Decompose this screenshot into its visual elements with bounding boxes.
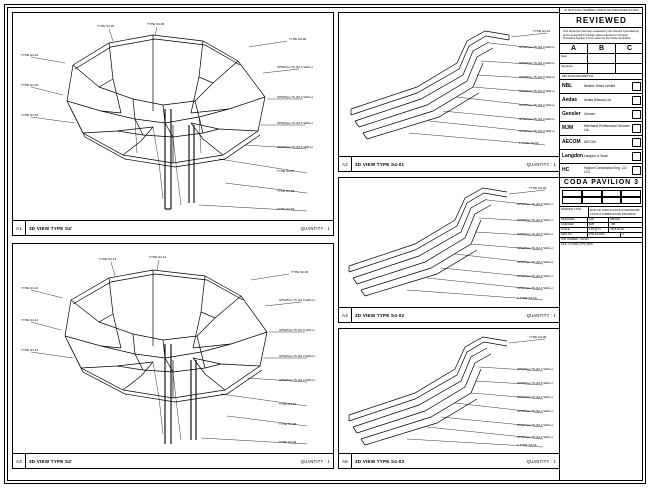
consultant-row-meinhardt xyxy=(560,122,643,136)
svg-text:SHS/Pipe 76 (42.4 WALL): SHS/Pipe 76 (42.4 WALL) xyxy=(519,129,555,133)
svg-text:SHS/Pipe 76 (42.4 WALL): SHS/Pipe 76 (42.4 WALL) xyxy=(279,328,315,332)
consultant-row-aedas xyxy=(560,94,643,108)
svg-text:TYPE S4-02: TYPE S4-02 xyxy=(21,83,39,87)
svg-text:SHS/Pipe 76 (42.4 WALL): SHS/Pipe 76 (42.4 WALL) xyxy=(279,378,315,382)
field-key: DESIGNED xyxy=(560,218,588,222)
review-date-b xyxy=(588,54,616,63)
field-key: SCALE xyxy=(560,228,588,232)
key-plan-cell xyxy=(562,197,582,204)
key-plan-cell xyxy=(582,190,602,197)
svg-text:SHS/Pipe 76 (42.4 WALL): SHS/Pipe 76 (42.4 WALL) xyxy=(277,145,313,149)
svg-text:SHS/Pipe 76 (42.4 WALL): SHS/Pipe 76 (42.4 WALL) xyxy=(517,423,553,427)
svg-text:SHS/Pipe 76 (42.4 WALL): SHS/Pipe 76 (42.4 WALL) xyxy=(517,202,553,206)
langdon-logo-icon: Langdon xyxy=(562,153,584,160)
svg-text:SHS/Pipe 76 (42.4 WALL): SHS/Pipe 76 (42.4 WALL) xyxy=(517,409,553,413)
svg-text:SHS/Pipe 76 (42.4 WALL): SHS/Pipe 76 (42.4 WALL) xyxy=(519,75,555,79)
key-plan xyxy=(560,188,643,207)
panel-quantity: QUANTITY : 1 xyxy=(300,458,330,464)
svg-text:TYPE S4-12: TYPE S4-12 xyxy=(21,348,39,352)
review-signature-c xyxy=(616,64,643,73)
svg-text:TYPE S4-07: TYPE S4-07 xyxy=(277,169,295,173)
drawing-title-value: RUN-OF CIRCULATION FORMWORK LAYOUT FABRICATION DRAWING xyxy=(590,207,640,216)
svg-text:TYPE S4-07: TYPE S4-07 xyxy=(279,402,297,406)
consultant-checkbox[interactable] xyxy=(632,166,641,175)
panel-title: 3D VIEW TYPE S4-02 xyxy=(355,312,405,318)
svg-text:SHS/Pipe 76 (42.4 WALL): SHS/Pipe 76 (42.4 WALL) xyxy=(277,121,313,125)
svg-text:SHS/Pipe 76 (42.4 WALL): SHS/Pipe 76 (42.4 WALL) xyxy=(519,89,555,93)
review-signature-row xyxy=(560,64,643,74)
meinhardt-logo-icon: MJM xyxy=(562,125,574,132)
svg-text:L TYPE S4-02: L TYPE S4-02 xyxy=(519,141,539,145)
svg-text:SHS/Pipe 76 (42.4 WALL): SHS/Pipe 76 (42.4 WALL) xyxy=(519,45,555,49)
job-number-note: JOB NUMBER : 012345 xyxy=(561,238,589,242)
field-value: JKB xyxy=(610,223,616,227)
svg-text:TYPE S4-14: TYPE S4-14 xyxy=(149,255,167,259)
review-date-label: Date : xyxy=(560,54,588,63)
svg-text:SHS/Pipe 76 (42.4 WALL): SHS/Pipe 76 (42.4 WALL) xyxy=(279,298,315,302)
field-value: CAD xyxy=(588,218,610,222)
svg-text:SHS/Pipe 76 (42.4 WALL): SHS/Pipe 76 (42.4 WALL) xyxy=(517,232,553,236)
gensler-logo-icon: Gensler xyxy=(562,111,581,118)
key-plan-cell xyxy=(602,197,622,204)
svg-text:L TYPE S4-04: L TYPE S4-04 xyxy=(517,296,537,300)
consultant-checkbox[interactable] xyxy=(632,152,641,161)
svg-text:SHS/Pipe 76 (42.4 WALL): SHS/Pipe 76 (42.4 WALL) xyxy=(517,274,553,278)
svg-text:TYPE S4-05: TYPE S4-05 xyxy=(529,335,547,339)
field-key: DWG NO xyxy=(560,233,588,237)
svg-text:TYPE S4-08: TYPE S4-08 xyxy=(279,422,297,426)
review-column-b: B xyxy=(588,44,616,53)
consultant-name: Meinhardt Professional Services Ltd. xyxy=(584,124,630,133)
svg-text:TYPE S4-09: TYPE S4-09 xyxy=(279,440,297,444)
svg-text:TYPE S4-06: TYPE S4-06 xyxy=(289,37,307,41)
panel-quantity: QUANTITY : 1 xyxy=(300,225,330,231)
svg-text:TYPE S4-04: TYPE S4-04 xyxy=(97,24,115,28)
panel-caption xyxy=(13,220,333,235)
reviewed-stamp-heading: REVIEWED xyxy=(560,14,643,28)
title-block xyxy=(559,7,643,481)
title-block-top-note: IF NOT FULL SCREEN, PRINT AS INDICATED IN STD xyxy=(560,7,643,14)
svg-text:SHS/Pipe 76 (42.4 WALL): SHS/Pipe 76 (42.4 WALL) xyxy=(519,61,555,65)
key-plan-cell xyxy=(582,197,602,204)
svg-text:TYPE S4-13: TYPE S4-13 xyxy=(99,257,117,261)
panel-caption xyxy=(339,307,559,322)
svg-text:TYPE S4-10: TYPE S4-10 xyxy=(21,286,39,290)
contractor-logo-icon: HC xyxy=(562,167,570,174)
svg-text:SHS/Pipe 76 (42.4 WALL): SHS/Pipe 76 (42.4 WALL) xyxy=(517,246,553,250)
drawing-title-row xyxy=(560,207,643,218)
panel-mark: A3 xyxy=(13,454,26,468)
key-plan-cell xyxy=(562,190,582,197)
svg-text:TYPE S4-03: TYPE S4-03 xyxy=(529,186,547,190)
panel-3d-view-bottom-left[interactable] xyxy=(12,243,334,469)
key-plan-cell xyxy=(602,190,622,197)
consultant-name: Haiylon Construction Eng. CO. LTD. xyxy=(584,166,628,175)
review-date-c xyxy=(616,54,643,63)
panel-caption xyxy=(339,156,559,171)
svg-text:SHS/Pipe 76 (42.4 WALL): SHS/Pipe 76 (42.4 WALL) xyxy=(517,286,553,290)
panel-quantity: QUANTITY : 1 xyxy=(526,161,556,167)
panel-mark: A5 xyxy=(339,454,352,468)
svg-text:TYPE S4-05: TYPE S4-05 xyxy=(147,22,165,26)
svg-text:L TYPE S4-06: L TYPE S4-06 xyxy=(517,443,537,447)
svg-text:SHS/Pipe 76 (42.4 WALL): SHS/Pipe 76 (42.4 WALL) xyxy=(517,435,553,439)
review-column-c: C xyxy=(626,44,633,52)
consultant-name: Gensler xyxy=(584,112,596,117)
panel-caption xyxy=(339,453,559,468)
field-value: A xyxy=(622,233,624,237)
review-signature-b xyxy=(588,64,616,73)
table-row xyxy=(560,243,643,247)
aecom-logo-icon: AECOM xyxy=(562,139,581,146)
panel-detail-middle[interactable] xyxy=(338,177,560,323)
file-path-note: FILE : P-CODA_PV3_DWG xyxy=(561,243,593,247)
consultant-checkbox[interactable] xyxy=(632,110,641,119)
panel-mark: A1 xyxy=(13,221,26,235)
consultant-row-gensler xyxy=(560,108,643,122)
panel-detail-top[interactable] xyxy=(338,12,560,172)
panel-canvas xyxy=(339,178,559,308)
review-column-a: A xyxy=(560,44,588,53)
consultant-row-contractor xyxy=(560,164,643,178)
svg-text:SHS/Pipe 76 (42.4 WALL): SHS/Pipe 76 (42.4 WALL) xyxy=(519,103,555,107)
field-key: CHECKED xyxy=(560,223,588,227)
key-plan-grid xyxy=(562,190,641,204)
key-plan-cell xyxy=(621,190,641,197)
panel-quantity: QUANTITY : 1 xyxy=(526,458,556,464)
drawing-fields-table xyxy=(560,218,643,247)
svg-text:SHS/Pipe 76 (42.4 WALL): SHS/Pipe 76 (42.4 WALL) xyxy=(517,381,553,385)
svg-text:TYPE S4-01: TYPE S4-01 xyxy=(533,29,551,33)
consultant-name: Newton Direct Limited xyxy=(584,84,616,89)
svg-text:SHS/Pipe 76 (42.4 WALL): SHS/Pipe 76 (42.4 WALL) xyxy=(517,395,553,399)
svg-text:TYPE S4-06: TYPE S4-06 xyxy=(291,270,309,274)
field-value: SDB xyxy=(588,223,610,227)
consultant-row-aecom xyxy=(560,136,643,150)
consultant-checkbox[interactable] xyxy=(632,82,641,91)
consultant-row-nbl xyxy=(560,80,643,94)
panel-caption xyxy=(13,453,333,468)
svg-text:TYPE S4-11: TYPE S4-11 xyxy=(21,318,38,322)
svg-text:SHS/Pipe 76 (42.4 WALL): SHS/Pipe 76 (42.4 WALL) xyxy=(277,65,313,69)
nbl-logo-icon: NBL xyxy=(562,83,573,90)
svg-text:SHS/Pipe 76 (42.4 WALL): SHS/Pipe 76 (42.4 WALL) xyxy=(277,95,313,99)
panel-mark: A4 xyxy=(339,308,352,322)
consultant-row-langdon xyxy=(560,150,643,164)
field-value: 1:20 @ A1 xyxy=(588,228,610,232)
svg-text:SHS/Pipe 76 (42.4 WALL): SHS/Pipe 76 (42.4 WALL) xyxy=(517,218,553,222)
consultant-name: Langdon & Seah xyxy=(584,154,608,159)
svg-text:SHS/Pipe 76 (42.4 WALL): SHS/Pipe 76 (42.4 WALL) xyxy=(519,117,555,121)
review-date-row xyxy=(560,54,643,64)
panel-canvas xyxy=(13,13,333,221)
svg-text:TYPE S4-09: TYPE S4-09 xyxy=(277,207,295,211)
consultant-name: AECOM xyxy=(584,140,596,145)
panel-mark: A2 xyxy=(339,157,352,171)
svg-text:TYPE S4-08: TYPE S4-08 xyxy=(277,189,295,193)
panel-detail-bottom[interactable] xyxy=(338,328,560,469)
panel-title: 3D VIEW TYPE S4-01 xyxy=(355,161,405,167)
review-signature-label: Signature : xyxy=(560,64,588,73)
consultant-checkbox[interactable] xyxy=(632,124,641,133)
panel-canvas xyxy=(339,13,559,157)
panel-title: 3D VIEW TYPE S4-03 xyxy=(355,458,405,464)
revision-table-header: REV DATE DESCRIPTION xyxy=(560,74,643,80)
field-key: DRAWN xyxy=(610,218,621,222)
panel-title: 3D VIEW TYPE S4' xyxy=(29,458,73,464)
consultant-name: Aedas (Macao) Ltd. xyxy=(584,98,612,103)
panel-quantity: QUANTITY : 1 xyxy=(526,312,556,318)
reviewed-stamp-body: This document has been reviewed by the relevant Consultant(s) and is accepted for Design status referred to in Project Procedure Section 5.4 for action by the Trade Contractor. xyxy=(560,28,643,44)
field-value: CPB-S4-0025 xyxy=(588,233,622,237)
drawing-title-key: DRAWING TITLE xyxy=(560,207,589,217)
review-columns xyxy=(560,44,643,54)
panel-canvas xyxy=(339,329,559,454)
svg-text:SHS/Pipe 76 (42.4 WALL): SHS/Pipe 76 (42.4 WALL) xyxy=(279,354,315,358)
panel-title: 3D VIEW TYPE S4' xyxy=(29,225,73,231)
consultant-checkbox[interactable] xyxy=(632,96,641,105)
aedas-logo-icon: Aedas xyxy=(562,97,578,104)
svg-text:SHS/Pipe 76 (42.4 WALL): SHS/Pipe 76 (42.4 WALL) xyxy=(517,367,553,371)
key-plan-cell xyxy=(621,197,641,204)
panel-3d-view-top-left[interactable] xyxy=(12,12,334,236)
panel-canvas xyxy=(13,244,333,454)
svg-text:TYPE S4-01: TYPE S4-01 xyxy=(21,53,39,57)
consultant-checkbox[interactable] xyxy=(632,138,641,147)
field-value: 2012-05-18 xyxy=(610,228,624,232)
svg-text:TYPE S4-03: TYPE S4-03 xyxy=(21,113,39,117)
svg-text:SHS/Pipe 76 (42.4 WALL): SHS/Pipe 76 (42.4 WALL) xyxy=(517,260,553,264)
project-name: CODA PAVILION 3 xyxy=(560,178,643,188)
